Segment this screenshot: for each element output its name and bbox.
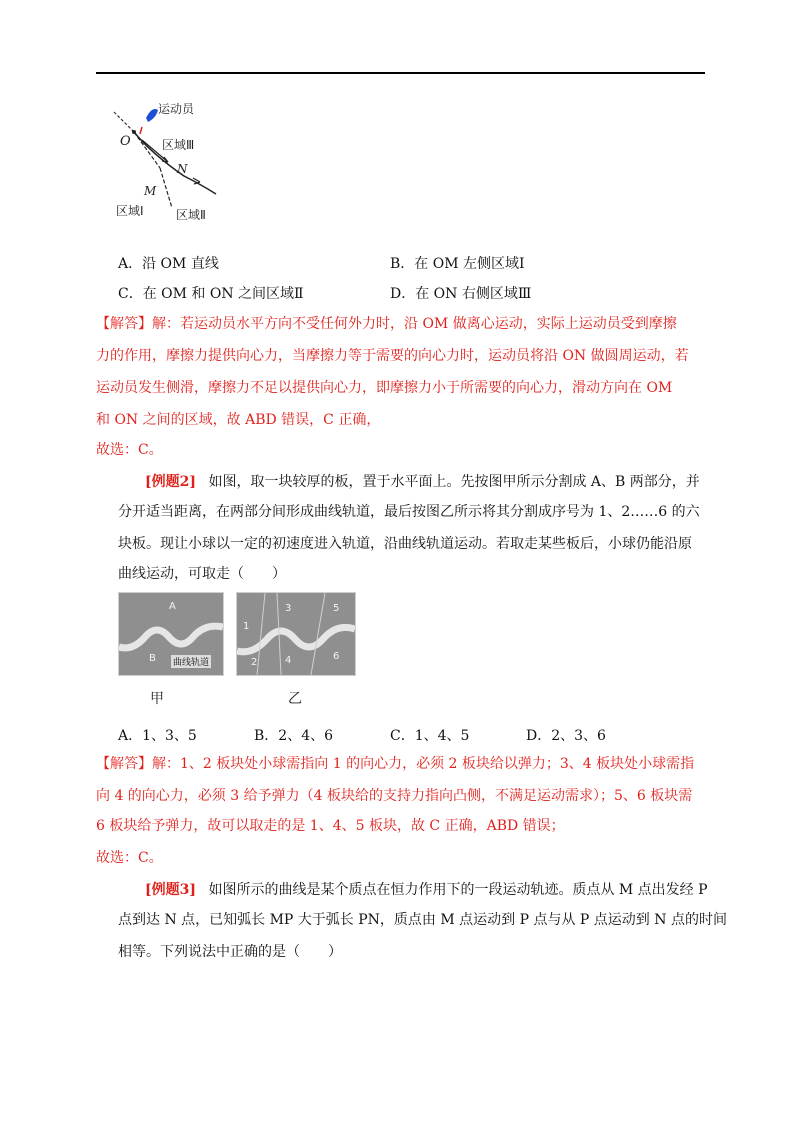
photo-yi-label-1: 1 <box>243 621 250 632</box>
photo-yi-label-4: 4 <box>285 655 292 666</box>
q1-answer-choice: 故选：C。 <box>96 442 163 458</box>
q1-answer-line1: 【解答】解：若运动员水平方向不受任何外力时，沿 OM 做离心运动，实际上运动员受到摩擦 <box>96 316 677 332</box>
q3-tag: [例题3] <box>145 882 196 898</box>
q2-line2: 分开适当距离，在两部分间形成曲线轨道，最后按图乙所示将其分割成序号为 1、2……6 的六 <box>118 504 700 520</box>
q2-line1 <box>145 472 700 492</box>
photo-yi-label-6: 6 <box>333 651 340 662</box>
label-O: O <box>120 134 131 149</box>
label-region3: 区域Ⅲ <box>162 138 195 152</box>
photo-jia-label-a: A <box>169 601 176 612</box>
q2-answer-line3: 6 板块给予弹力，故可以取走的是 1、4、5 板块，故 C 正确，ABD 错误； <box>96 818 565 834</box>
q1-option-a: A．沿 OM 直线 <box>118 256 219 272</box>
label-region1: 区域Ⅰ <box>116 204 144 218</box>
q1-option-c: C．在 OM 和 ON 之间区域Ⅱ <box>118 286 304 302</box>
q1-option-d: D．在 ON 右侧区域Ⅲ <box>390 286 532 302</box>
q2-answer-line1: 【解答】解：1、2 板块处小球需指向 1 的向心力，必须 2 板块给以弹力；3、4 板块处小球需指 <box>96 756 695 772</box>
q3-line1-text: 如图所示的曲线是某个质点在恒力作用下的一段运动轨迹。质点从 M 点出发经 P <box>208 882 708 898</box>
photo-jia <box>118 592 224 676</box>
q3-line3: 相等。下列说法中正确的是（ ） <box>118 944 342 960</box>
photo-jia-label-b: B <box>149 653 156 664</box>
q1-answer-line3: 运动员发生侧滑，摩擦力不足以提供向心力，即摩擦力小于所需要的向心力，滑动方向在 OM <box>96 380 673 396</box>
q2-option-a: A．1、3、5 <box>118 728 197 744</box>
q2-line4: 曲线运动，可取走（ ） <box>118 566 286 582</box>
photo-yi-label-5: 5 <box>333 603 340 614</box>
q1-answer-line2: 力的作用，摩擦力提供向心力，当摩擦力等于需要的向心力时，运动员将沿 ON 做圆周运动，若 <box>96 348 689 364</box>
q3-line1 <box>145 880 708 900</box>
q2-tag: [例题2] <box>145 474 196 490</box>
q2-answer-line2: 向 4 的向心力，必须 3 给予弹力（4 板块给的支持力指向凸侧，不满足运动需求）；5、6 板块需 <box>96 788 693 804</box>
label-athlete: 运动员 <box>158 102 195 116</box>
q2-option-c: C．1、4、5 <box>390 728 470 744</box>
label-region2: 区域Ⅱ <box>176 208 206 222</box>
q2-option-b: B．2、4、6 <box>254 728 334 744</box>
photo-jia-label-track: 曲线轨道 <box>171 655 211 668</box>
q2-option-d: D．2、3、6 <box>526 728 606 744</box>
q1-option-b: B．在 OM 左侧区域Ⅰ <box>390 256 525 272</box>
q2-line3: 块板。现让小球以一定的初速度进入轨道，沿曲线轨道运动。若取走某些板后，小球仍能沿原 <box>118 536 692 552</box>
photo-yi-caption: 乙 <box>288 691 302 707</box>
q2-line1-text: 如图，取一块较厚的板，置于水平面上。先按图甲所示分割成 A、B 两部分，并 <box>208 474 700 490</box>
photo-yi <box>236 592 356 676</box>
q3-line2: 点到达 N 点，已知弧长 MP 大于弧长 PN，质点由 M 点运动到 P 点与从 P 点运动到 N 点的时间 <box>118 912 727 928</box>
label-N: N <box>177 162 188 176</box>
photo-jia-caption: 甲 <box>150 691 164 707</box>
photo-yi-label-3: 3 <box>285 603 292 614</box>
photo-yi-label-2: 2 <box>251 657 258 668</box>
q2-answer-choice: 故选：C。 <box>96 850 163 866</box>
q1-answer-line4: 和 ON 之间的区域，故 ABD 错误，C 正确， <box>96 412 381 428</box>
label-M: M <box>144 184 157 198</box>
header-rule <box>96 72 705 74</box>
figure-skier-diagram <box>112 96 242 226</box>
skier-icon <box>146 109 158 122</box>
